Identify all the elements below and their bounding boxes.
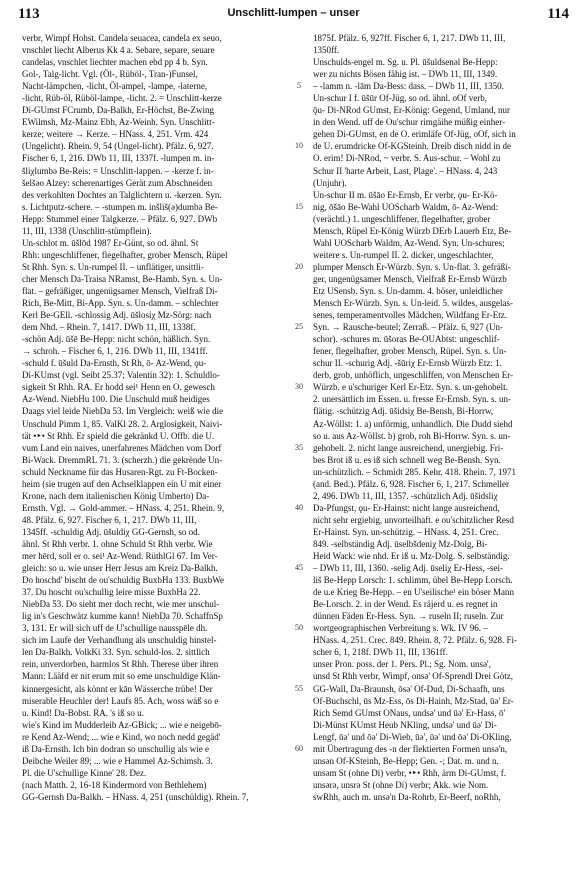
text-line: Daags viel leide NiebDa 53. Im Vergleich: weiß wie die (22, 406, 224, 417)
text-line: swRhh, auch m. unsə'n Da-Rohrb, Er-Beerf, noRhh, (313, 791, 501, 802)
text-line: fener, flegelhafter, grober Mensch, Rüpel. Syn. s. Un- (313, 346, 507, 357)
line-number-margin (290, 32, 308, 803)
text-line: unsəm St (ohne Di) verbr, •‣• Rhh, ärm Di-GUmst, f. (313, 767, 506, 778)
text-line: de U. erumdricke Of-KGSteinh. Dreib disch nidd in de (313, 141, 511, 152)
text-line: – DWb 11, III, 1360. -selig Adj. ūseliχ Er-Hess, -sei- (313, 563, 503, 574)
text-line: mit Übertragung des -n der flektierten Formen unsə'n, (313, 743, 508, 754)
text-line: 2. unersättlich im Essen. u. fresse Er-Ernsb. Syn. s. un- (313, 394, 512, 405)
text-line: Rhh: ungeschliffener, flegelhafter, grober Mensch, Rüpel (22, 249, 228, 260)
line-number: 25 (295, 322, 303, 332)
text-line: (and. Bed.). Pfälz. 6, 928. Fischer 6, 1, 217. Schmeller (313, 478, 509, 489)
text-line: Unschulds-engel m. Sg. u. Pl. ūšuldsenəl Be-Hepp: (313, 57, 498, 68)
page-number-right: 114 (547, 6, 569, 22)
text-line: 1345ff. -schuldig Adj. ūšuldiχ GG-Gernsh, so od. (22, 526, 200, 537)
text-line: GG-Gernsh Da-Balkh. – HNass. 4, 251 (unschüldig). Rhein. 7, (22, 791, 249, 802)
text-line: Un-schur I f. ūšūr Of-Jüg, so od. ähnl. oOf verb, (313, 93, 487, 104)
text-line: Unschuld Pimm 1, 85. ValKl 28. 2. Arglosigkeit, Naivi- (22, 418, 223, 429)
text-line: de u.e Krieg Be-Hepp. – en U'seilische¹ ein böser Mann (313, 587, 515, 598)
text-line: weitere s. Un-rumpel II. 2. dicker, ungeschlachter, (313, 249, 494, 260)
text-line: wer zu nichts Bösen fähig ist. – DWb 11, III, 1349. (313, 69, 498, 80)
line-number: 40 (295, 502, 303, 512)
text-line: s. Lichtputz-schere. – -stumpen m. inšliš(ǝ)dumbə Be- (22, 201, 218, 212)
left-column (22, 32, 279, 803)
text-line: dünnen Fäden Er-Hess. Syn. → ruseln II; ruseln. Zur (313, 611, 504, 622)
text-line: -licht, Rüb-öl, Rüböl-lampe, -licht. 2. = Unschlitt-kerze (22, 93, 222, 104)
text-line: liš Be-Hepp Lorsch: 1. schlimm, übel Be-Hepp Lorsch. (313, 575, 513, 586)
text-line: Di-KUmst (vgl. Seibt 25.37; Valentin 32): 1. Schuldlo- (22, 370, 220, 381)
text-line: kerze; weitere → Kerze. – HNass. 4, 251. Vrm. 424 (22, 129, 209, 140)
text-line: scher 6, 1, 218f. DWb 11, III, 1361ff. (313, 647, 448, 658)
text-line: Mann: Lääfd er nit erum mit so eme unschuldige Klän- (22, 671, 221, 682)
text-line: tät •‣• St Rhh. Er spield die gekränkd U. Offb. die U. (22, 430, 215, 441)
page-header (18, 6, 569, 28)
text-line: NiebDa 53. Do sieht mer doch recht, wie mer unschul- (22, 599, 220, 610)
text-line: so u. aus Az-Wöllst. b) grob, roh Bi-Horrw. Syn. s. un- (313, 430, 511, 441)
text-line: des verkohlten Dochtes an Talglichtern u. -kerzen. Syn. (22, 189, 222, 200)
text-line: schur II. -schurig Adj. -šūriχ Er-Ernsb Würzb Etz: 1. (313, 358, 502, 369)
line-number: 20 (295, 261, 303, 271)
text-line: O. erim! Di-NRod, ~ verbr. S. Aus-schur. – Wohl zu (313, 153, 501, 164)
text-line: lig in's Geschwätz kumme kann! NiebDa 70. SchaffnSp (22, 611, 223, 622)
text-line: wortgeographischen Verbreitung s. Wk. IV 96. – (313, 623, 488, 634)
text-line: bes Brot iß u. es iß sich schnell weg Be-Bensh. Syn. (313, 454, 501, 465)
text-line: Ernsth. Vgl. → Gold-ammer. – HNass. 4, 251. Rhein. 9, (22, 502, 225, 513)
text-line: dem Nhd. – Rhein. 7, 1417. DWb 11, III, 1338f. (22, 322, 196, 333)
text-line: gehen Di-GUmst, en de O. erimläfe Of-Jüg, oOf, sich in (313, 129, 516, 140)
line-number: 10 (295, 141, 303, 151)
text-line: 849. -selbständig Adj. ūselbšdeniχ Mz-Dolg, Bi- (313, 538, 488, 549)
text-line: kinnergesicht, als könnt er kān Wässerche trübe! Der (22, 683, 213, 694)
text-line: Syn. → Rausche-beutel; Zerraß. – Pfälz. 6, 927 (Un- (313, 322, 503, 333)
text-line: (Ungelicht). Rhein. 9, 54 (Ungel-licht). Pfälz. 6, 927. (22, 141, 214, 152)
text-line: – -lamm n. -lām Da-Bess: dass. – DWb 11, III, 1350. (313, 81, 504, 92)
text-line: 37. Du hoscht ou'schullig leire misse BuxbHa 22. (22, 587, 201, 598)
line-number: 45 (295, 563, 303, 573)
text-line: Do hoschd' bischt de ou'schuldig BuxbHa 133. BuxbWe (22, 575, 224, 586)
text-line: Un-schur II m. ūšāo Er-Ernsb, Er verbr, ǫu- Er-Kö- (313, 189, 498, 200)
text-line: len Da-Balkh. VolkKi 33. Syn. schuld-los. 2. sittlich (22, 647, 210, 658)
text-line: candelas, vnschlet liechter machen ebd pp 4 b. Syn. (22, 57, 208, 68)
text-line: Wahl UOScharb Waldm, Az-Wend. Syn. Un-schures; (313, 237, 505, 248)
text-line: u. Kind! Da-Bobst. RA. 's iß so u. (22, 707, 144, 718)
text-line: schuld Neckname für das Husaren-Rgt. zu Ft-Bocken- (22, 466, 218, 477)
text-line: Krone, nach dem italienischen König Umberto) Da- (22, 490, 210, 501)
text-line: Kerl Be-GEll. -schlossig Adj. ūšlosiχ Mz-Sörg: nach (22, 310, 212, 321)
text-line: mer hērd, soll er o. sei¹ Az-Wend. RüthlGl 67. Im Ver- (22, 551, 218, 562)
text-line: 2, 496. DWb 11, III, 1357. -schützlich Adj. ūšidsliχ (313, 490, 498, 501)
line-number: 30 (295, 382, 303, 392)
text-line: Of-Buchschl, ūs Mz-Ess, ōs Di-Hainh, Mz-Stad, ūə' Er- (313, 695, 514, 706)
text-line: šelšəo Alzey: scherenartiges Gerät zum Abschneiden (22, 177, 213, 188)
text-line: Schur II 'harte Arbeit, Last, Plage'. – HNass. 4, 243 (313, 165, 498, 176)
text-line: wie's Kind im Mudderleib Az-GBick; ... wie e neigebō- (22, 719, 222, 730)
line-number: 60 (295, 743, 303, 753)
text-line: Un-schlot m. ūšlōd 1987 Er-Günt, so od. ähnl. St (22, 237, 199, 248)
text-line: Lengf, ūə' und ōə' Di-Wieb, ūə', ūə' und ōə' Di-OKling, (313, 731, 512, 742)
text-line: 48. Pfälz. 6, 927. Fischer 6, 1, 217. DWb 11, III, (22, 514, 197, 525)
text-line: rein, unverdorben, harmlos St Rhh. Therese über ihren (22, 659, 219, 670)
line-number: 50 (295, 623, 303, 633)
text-line: unsərə, unsrə St (ohne Di) verbr; Akk. wie Nom. (313, 779, 489, 790)
line-number: 35 (295, 442, 303, 452)
text-line: unsən Of-KSteinh, Be-Hepp; Gen. -; Dat. m. und n. (313, 755, 499, 766)
text-line: St Rhh. Syn. s. Un-rumpel II. – unflätiger, unsittli- (22, 261, 204, 272)
text-line: nig, ōšāo Be-Wahl UOScharb Waldm, ō- Az-Wend: (313, 201, 499, 212)
text-line: derb, grob, unhöflich, ungeschliffen, von Menschen Er- (313, 370, 514, 381)
line-number: 15 (295, 201, 303, 211)
text-line: Hepp: Stummel einer Talgkerze. – Pfälz. 6, 927. DWb (22, 213, 218, 224)
text-line: gleich: so u. wie unser Herr Jesus am Kreiz Da-Balkh. (22, 563, 218, 574)
text-line: sigkeit St Rhh. RA. Er hodd sei¹ Henn en O. gewesch (22, 382, 215, 393)
text-line: sich im Laufe der Verhandlung als unschuldig hinstel- (22, 635, 217, 646)
text-line: -schön Adj. ūšē Be-Hepp: nicht schön, häßlich. Syn. (22, 334, 211, 345)
running-head: Unschlitt-lumpen – unser (227, 7, 360, 19)
text-line: ǭu- Di-NRod GUmst, Er-König: Gegend, Umland, nur (313, 105, 511, 116)
text-line: Mensch, Rüpel Er-König Würzb DErb Lauerb Etz, Be- (313, 225, 512, 236)
text-line: unsd St Rhh verbr, Wimpf, onsə' Of-Sprendl Drei Götz, (313, 671, 513, 682)
text-line: Mensch Er-Würzb. Syn. s. Un-leid. 5. wildes, ausgelas- (313, 298, 514, 309)
text-line: miserable Heuchler der! Laufs 85. Ach, woss wäß so e (22, 695, 219, 706)
text-line: (nach Matth. 2, 16-18 Kindermord von Bethlehem) (22, 779, 207, 790)
text-line: Rich Semd GUmst ONaus, undsə' und ūə' Er-Hass, ō' (313, 707, 506, 718)
text-line: Heid Wack: wie nhd. Er iß u. Mz-Dolg. S. selbständig. (313, 551, 510, 562)
text-line: (Unjuhr). (313, 177, 347, 188)
text-line: plumper Mensch Er-Würzb. Syn. s. Un-flat. 3. gefräßi- (313, 261, 511, 272)
text-line: ger, ungenügsamer Mensch, Vielfraß Er-Ernsb Würzb (313, 273, 507, 284)
text-line: cher Mensch Da-Traisa NRamst, Be-Hamb. Syn. s. Un- (22, 273, 223, 284)
text-line: šliχlumbə Be-Reis: = Unschlitt-lappen. – -kerze f. in- (22, 165, 214, 176)
text-line: Er-Hainst. Syn. un-schützig. – HNass. 4, 251. Crec. (313, 526, 499, 537)
text-line: Be-Lorsch. 2. in der Wend. Es räjerd u. es regnet in (313, 599, 498, 610)
text-line: Deibche Weiler 89; ... wie e Hammel Az-Schimsh. 3. (22, 755, 213, 766)
text-line: Da-Pfungst, ǫu- Er-Hainst: nicht lange ausreichend, (313, 502, 500, 513)
text-line: 1875f. Pfälz. 6, 927ff. Fischer 6, 1, 217. DWb 11, III, (313, 33, 506, 43)
text-line: 3, 131. Er will sich uff de U'schullige nausspēle dh. (22, 623, 208, 634)
text-line: Rich, Be-Mitt, Bi-App. Syn. s. Un-damm. – schlechter (22, 298, 219, 309)
text-line: GG-Wall, Da-Braunsh, ōsə' Of-Dud, Di-Schaafh, uns (313, 683, 505, 694)
text-line: un-schützlich. – Schmidt 285. Kehr. 418. Rhein. 7, 1971 (313, 466, 516, 477)
line-number: 55 (295, 683, 303, 693)
text-line: EWilmsh, Mz-Mainz Ebh, Az-Weinh. Syn. Unschlitt- (22, 117, 215, 128)
text-line: 11, III, 1338 (Unschlitt-stümpflein). (22, 225, 152, 236)
text-line: unser Pron. poss. der 1. Pers. Pl.; Sg. Nom. unsə', (313, 659, 491, 670)
text-line: → schroh. – Fischer 6, 1, 216. DWb 11, III, 1341ff. (22, 346, 208, 357)
text-line: flat. – gefräßiger, ungenügsamer Mensch, Vielfraß Di- (22, 285, 218, 296)
text-line: Bi-Wack. DremmRL 71. 3. (scherzh.) die gekrënde Un- (22, 454, 223, 465)
text-line: Di-Münst KUmst Heub NKling, undsə' und ūə' Di- (313, 719, 497, 730)
right-column (313, 32, 566, 803)
text-line: in den Wend. uff de Ou'schur rimgäihe müßig einher- (313, 117, 506, 128)
text-line: Gol-, Talg-licht. Vgl. (Öl-, Rüböl-, Tran-)Funsel, (22, 69, 198, 80)
text-line: flätig. -schützig Adj. ūšidsiχ Be-Bensh, Bi-Horrw, (313, 406, 494, 417)
text-line: Az-Wend. NiebHu 100. Die Unschuld muß heidiges (22, 394, 210, 405)
text-line: Etz USensb. Syn. s. Un-damm. 4. böser, unleidlicher (313, 285, 503, 296)
text-line: heim (sie trugen auf den Achselklappen ein U mit einer (22, 478, 222, 489)
text-line: Nacht-lämpchen, -licht, Öl-ampel, -lampe, -laterne, (22, 81, 208, 92)
text-line: verbr, Wimpf Hohst. Candela seuacea, candela ex seuo, (22, 33, 222, 43)
text-line: HNass. 4, 251. Crec. 849. Rhein. 8, 72. Pfälz. 6, 928. Fi- (313, 635, 517, 646)
text-line: vum Land ein naives, unerfahrenes Mädchen vom Dorf (22, 442, 222, 453)
text-line: schor). -schures m. ūšoras Be-OUAbtst: ungeschlif- (313, 334, 500, 345)
text-line: senes, temperamentvolles Mädchen, Wildfang Er-Etz. (313, 310, 507, 321)
text-line: gehobelt. 2. nicht lange ausreichend, unergiebig. Fri- (313, 442, 504, 453)
text-line: 1350ff. (313, 45, 340, 56)
text-line: (verächtl.) 1. ungeschliffener, flegelhafter, grober (313, 213, 491, 224)
text-line: Würzb. e u'schuriger Kerl Er-Etz. Syn. s. un-gehobelt. (313, 382, 508, 393)
page-number-left: 113 (18, 6, 40, 22)
text-line: iß Da-Ernsth. Ich bin dodran so unschullig als wie e (22, 743, 209, 754)
text-line: ähnl. St Rhh verbr. 1. ohne Schuld St Rhh verbr. Wie (22, 538, 213, 549)
text-line: Pl. die U'schullige Kinne' 28. Dez. (22, 767, 147, 778)
text-line: Fischer 6, 1, 216. DWb 11, III, 1337f. -lumpen m. in- (22, 153, 215, 164)
text-line: -schuld f. ūšuld Da-Ernsth, St Rh, ō- Az-Wend, ǫu- (22, 358, 207, 369)
text-line: vnschlet liecht Alberus Kk 4 a. Sebare, separe, seuare (22, 45, 215, 56)
text-line: re Kend Az-Wend; ... wie e Kind, wo noch nedd gegäd' (22, 731, 221, 742)
line-number: 5 (297, 81, 301, 91)
text-line: nicht sehr ergiebig, unvorteilhaft. e ou'schitzlicher Resd (313, 514, 514, 525)
text-line: Di-GUmst FCrumb, Da-Balkh, Er-Höchst, Be-Zwing (22, 105, 215, 116)
text-line: Az-Wöllst: 1. a) unförmig, unhandlich. Die Dudd siehd (313, 418, 513, 429)
